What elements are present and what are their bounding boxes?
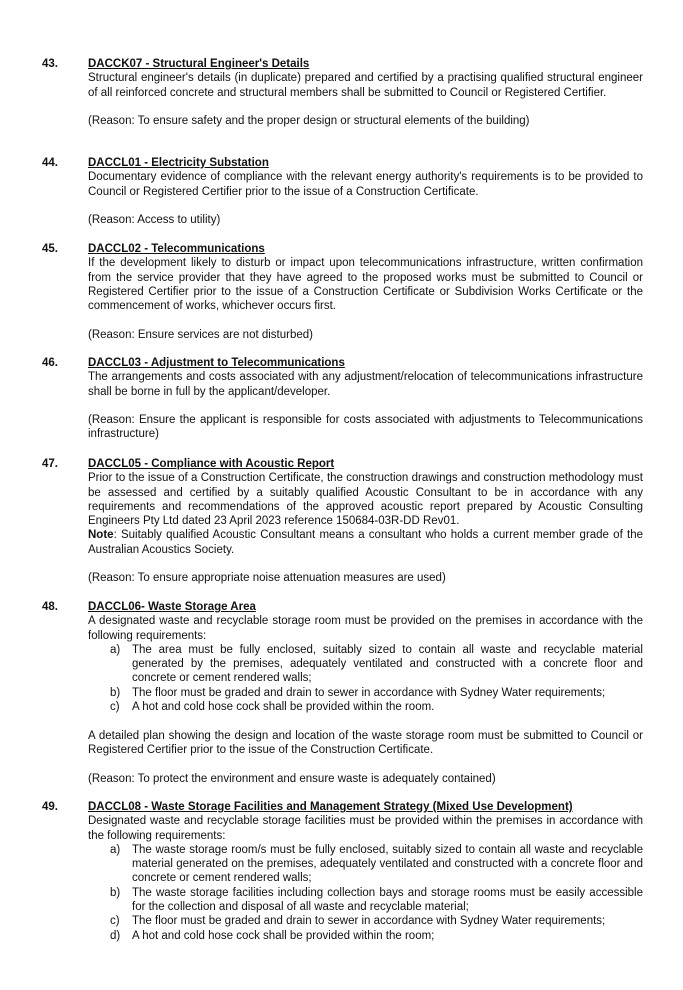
list-item: [88, 686, 643, 700]
list-item-text: The floor must be graded and drain to sewer in accordance with Sydney Water requirements;: [132, 915, 606, 928]
condition-body: [88, 800, 643, 943]
condition-body: [88, 600, 643, 786]
note-text: : Suitably qualified Acoustic Consultant means a consultant who holds a current member grade of the Australian Acoustics Society.: [88, 529, 643, 556]
condition-text: If the development likely to disturb or impact upon telecommunications infrastructure, written confirmation from the service provider that they have agreed to the proposed works must be submitted to Council or Registered Certifier prior to the issue of a Construction Certificate or Subdivision Works Certificate or the commencement of works, whichever occurs first.: [88, 257, 643, 313]
list-item: [88, 914, 643, 928]
condition-text-2: A detailed plan showing the design and location of the waste storage room must be submitted to Council or Registered Certifier prior to the issue of the Construction Certificate.: [88, 729, 643, 756]
list-item-text: The area must be fully enclosed, suitably sized to contain all waste and recyclable material generated by the premises, adequately ventilated and constructed with a concrete floor and concrete or cement rendered walls;: [132, 643, 643, 685]
condition-body: [88, 457, 643, 586]
list-item-text: The waste storage room/s must be fully enclosed, suitably sized to contain all waste and recyclable material generated on the premises, adequately ventilated and constructed with a concrete floor and concrete or cement rendered walls;: [132, 843, 643, 885]
condition-text: Structural engineer's details (in duplicate) prepared and certified by a practising qualified structural engineer of all reinforced concrete and structural members shall be submitted to Council or Registered Certifier.: [88, 72, 643, 99]
note-label: Note: [88, 529, 114, 542]
list-item: [88, 843, 643, 886]
requirements-list: [88, 843, 643, 943]
condition-text: The arrangements and costs associated with any adjustment/relocation of telecommunications infrastructure shall be borne in full by the applicant/developer.: [88, 371, 643, 398]
condition-title: DACCL01 - Electricity Substation: [88, 157, 269, 169]
condition-number: 45.: [42, 243, 58, 255]
condition-number: 46.: [42, 357, 58, 369]
list-item-label: a): [110, 643, 121, 656]
condition-number: 48.: [42, 601, 58, 613]
condition-title: DACCK07 - Structural Engineer's Details: [88, 58, 310, 70]
condition-reason: (Reason: To ensure appropriate noise attenuation measures are used): [88, 572, 446, 585]
condition-body: [88, 356, 643, 442]
condition-title: DACCL02 - Telecommunications: [88, 243, 265, 255]
condition-body: [88, 242, 643, 342]
list-item-text: The waste storage facilities including collection bays and storage rooms must be easily accessible for the collection and disposal of all waste and recyclable material;: [132, 886, 643, 914]
condition-number: 47.: [42, 458, 58, 470]
list-item-text: A hot and cold hose cock shall be provided within the room.: [132, 701, 435, 714]
list-item-text: A hot and cold hose cock shall be provided within the room;: [132, 929, 435, 942]
condition-number: 44.: [42, 157, 58, 169]
condition-title: DACCL03 - Adjustment to Telecommunications: [88, 357, 345, 369]
condition-title: DACCL05 - Compliance with Acoustic Report: [88, 458, 335, 470]
condition-text: Designated waste and recyclable storage facilities must be provided within the premises in accordance with the following requirements:: [88, 815, 643, 842]
condition-text: A designated waste and recyclable storage room must be provided on the premises in accordance with the following requirements:: [88, 615, 643, 642]
condition-reason: (Reason: Ensure the applicant is responsible for costs associated with adjustments to Telecommunications infrastructure): [88, 414, 643, 441]
list-item-label: a): [110, 843, 121, 856]
list-item-label: c): [110, 701, 120, 714]
list-item: [88, 643, 643, 686]
list-item-label: b): [110, 886, 121, 899]
condition-reason: (Reason: Access to utility): [88, 214, 221, 227]
list-item: [88, 700, 643, 714]
condition-number: 43.: [42, 58, 58, 70]
list-item-label: d): [110, 929, 121, 942]
condition-text: Prior to the issue of a Construction Certificate, the construction drawings and construction methodology must be assessed and certified by a suitably qualified Acoustic Consultant to be in accordance with any requirements and recommendations of the approved acoustic report prepared by Acoustic Consulting Engineers Pty Ltd dated 23 April 2023 reference 150684-03R-DD Rev01.: [88, 472, 643, 528]
condition-number: 49.: [42, 801, 58, 813]
condition-reason: (Reason: To ensure safety and the proper design or structural elements of the building): [88, 115, 530, 128]
list-item-label: b): [110, 686, 121, 699]
condition-body: [88, 57, 643, 128]
condition-title: DACCL08 - Waste Storage Facilities and Management Strategy (Mixed Use Development): [88, 801, 573, 813]
condition-reason: (Reason: To protect the environment and ensure waste is adequately contained): [88, 772, 496, 785]
condition-title: DACCL06- Waste Storage Area: [88, 601, 256, 613]
list-item: [88, 929, 643, 943]
condition-note: [88, 528, 643, 557]
condition-body: [88, 156, 643, 227]
requirements-list: [88, 643, 643, 714]
list-item-label: c): [110, 915, 120, 928]
list-item: [88, 886, 643, 915]
condition-text: Documentary evidence of compliance with the relevant energy authority's requirements is to be provided to Council or Registered Certifier prior to the issue of a Construction Certificate.: [88, 171, 643, 198]
list-item-text: The floor must be graded and drain to sewer in accordance with Sydney Water requirements;: [132, 686, 606, 699]
condition-reason: (Reason: Ensure services are not disturbed): [88, 328, 313, 341]
